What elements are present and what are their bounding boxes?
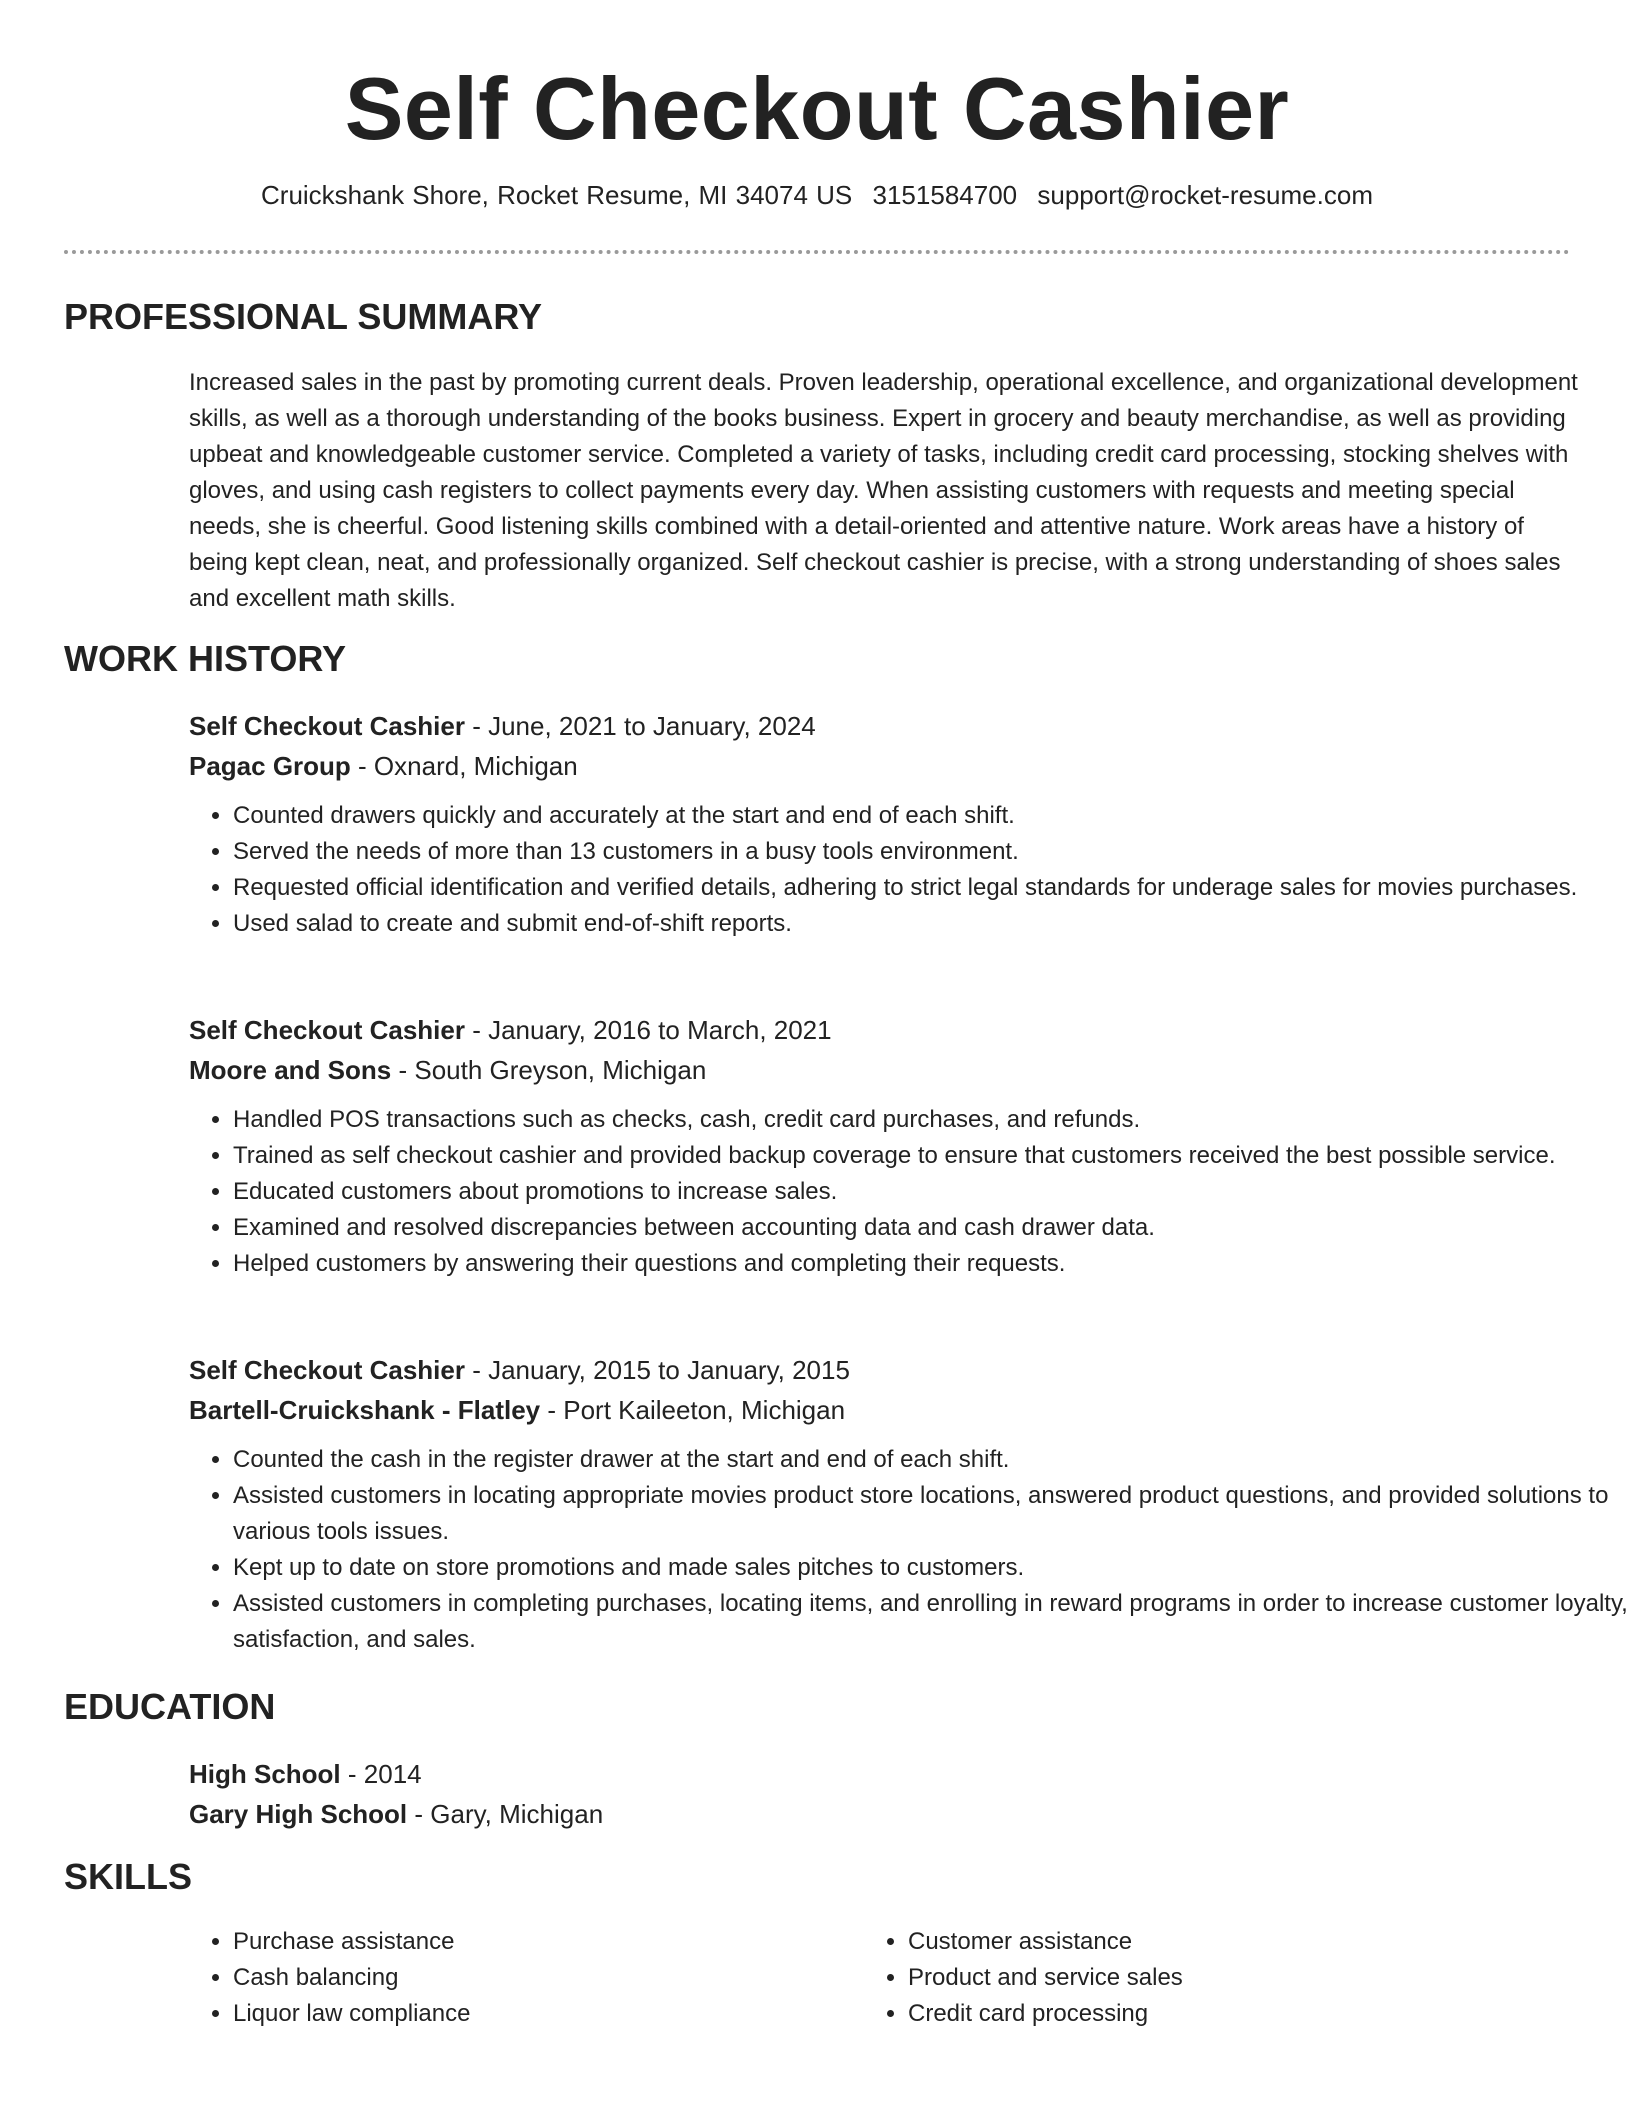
job-bullet: • Counted drawers quickly and accurately at the start and end of each shift.	[233, 798, 1629, 834]
job-bullet: • Used salad to create and submit end-of-shift reports.	[233, 906, 1629, 942]
education-degree: High School	[189, 1759, 341, 1789]
education-degree-line	[189, 1754, 1629, 1794]
job-location: - Port Kaileeton, Michigan	[540, 1395, 846, 1425]
education-entry	[189, 1754, 1629, 1834]
job-company: Bartell-Cruickshank - Flatley	[189, 1395, 541, 1425]
job-bullet: • Trained as self checkout cashier and provided backup coverage to ensure that customers received the best possible service.	[233, 1138, 1629, 1174]
skills-column-left	[189, 1924, 789, 2032]
job-role: Self Checkout Cashier	[189, 1355, 465, 1385]
job-role-line	[189, 1010, 1629, 1050]
job-bullet: • Assisted customers in locating appropriate movies product store locations, answered product questions, and provided solutions to various tools issues.	[233, 1478, 1629, 1550]
job-bullets	[189, 1442, 1629, 1658]
skill-item: • Credit card processing	[908, 1996, 1464, 2032]
job-company-line	[189, 1390, 1629, 1430]
job-company: Pagac Group	[189, 751, 351, 781]
resume-page	[64, 0, 1628, 2027]
contact-line	[64, 180, 1570, 211]
job-bullets	[189, 1102, 1629, 1282]
section-title-skills: SKILLS	[64, 1856, 193, 1897]
contact-address: Cruickshank Shore, Rocket Resume, MI 34074 US	[261, 180, 853, 210]
job-company-line	[189, 1050, 1629, 1090]
job-location: - South Greyson, Michigan	[391, 1055, 707, 1085]
job-entry	[189, 1350, 1629, 1658]
job-bullet: • Counted the cash in the register drawer at the start and end of each shift.	[233, 1442, 1629, 1478]
job-bullet: • Helped customers by answering their questions and completing their requests.	[233, 1246, 1629, 1282]
job-bullet: • Served the needs of more than 13 customers in a busy tools environment.	[233, 834, 1629, 870]
contact-phone: 3151584700	[872, 180, 1018, 210]
job-dates: - January, 2015 to January, 2015	[464, 1355, 850, 1385]
contact-email: support@rocket-resume.com	[1037, 180, 1373, 210]
skills-column-right	[864, 1924, 1464, 2032]
summary-text: Increased sales in the past by promoting current deals. Proven leadership, operational excellence, and organizational development skills, as well as a thorough understanding of the books business. Expert in grocery and beauty merchandise, as well as providing upbeat and knowledgeable customer service. Completed a variety of tasks, including credit card processing, stocking shelves with gloves, and using cash registers to collect payments every day. When assisting customers with requests and meeting special needs, she is cheerful. Good listening skills combined with a detail-oriented and attentive nature. Work areas have a history of being kept clean, neat, and professionally organized. Self checkout cashier is precise, with a strong understanding of shoes sales and excellent math skills.	[189, 369, 1578, 612]
job-location: - Oxnard, Michigan	[350, 751, 578, 781]
job-bullets	[189, 798, 1629, 942]
job-bullet: • Kept up to date on store promotions and made sales pitches to customers.	[233, 1550, 1629, 1586]
skill-item: • Purchase assistance	[233, 1924, 789, 1960]
skill-item: • Cash balancing	[233, 1960, 789, 1996]
job-role: Self Checkout Cashier	[189, 711, 465, 741]
skill-item: • Liquor law compliance	[233, 1996, 789, 2032]
skill-item: • Product and service sales	[908, 1960, 1464, 1996]
resume-name: Self Checkout Cashier	[344, 59, 1290, 158]
job-bullet: • Examined and resolved discrepancies between accounting data and cash drawer data.	[233, 1210, 1629, 1246]
section-title-education: EDUCATION	[64, 1686, 276, 1727]
job-role: Self Checkout Cashier	[189, 1015, 465, 1045]
skills-list	[189, 1924, 1629, 2044]
job-role-line	[189, 1350, 1629, 1390]
education-location: - Gary, Michigan	[407, 1799, 604, 1829]
job-bullet: • Handled POS transactions such as checks, cash, credit card purchases, and refunds.	[233, 1102, 1629, 1138]
section-title-work-history: WORK HISTORY	[64, 638, 347, 679]
job-role-line	[189, 706, 1629, 746]
education-school: Gary High School	[189, 1799, 408, 1829]
job-entry	[189, 706, 1629, 942]
job-entry	[189, 1010, 1629, 1282]
job-company: Moore and Sons	[189, 1055, 392, 1085]
education-year: - 2014	[340, 1759, 422, 1789]
job-company-line	[189, 746, 1629, 786]
job-bullet: • Requested official identification and verified details, adhering to strict legal standards for underage sales for movies purchases.	[233, 870, 1629, 906]
education-school-line	[189, 1794, 1629, 1834]
job-dates: - January, 2016 to March, 2021	[464, 1015, 832, 1045]
section-title-summary: PROFESSIONAL SUMMARY	[64, 296, 543, 337]
header-divider	[64, 250, 1570, 254]
job-dates: - June, 2021 to January, 2024	[464, 711, 816, 741]
job-bullet: • Assisted customers in completing purchases, locating items, and enrolling in reward programs in order to increase customer loyalty, satisfaction, and sales.	[233, 1586, 1629, 1658]
job-bullet: • Educated customers about promotions to increase sales.	[233, 1174, 1629, 1210]
skill-item: • Customer assistance	[908, 1924, 1464, 1960]
